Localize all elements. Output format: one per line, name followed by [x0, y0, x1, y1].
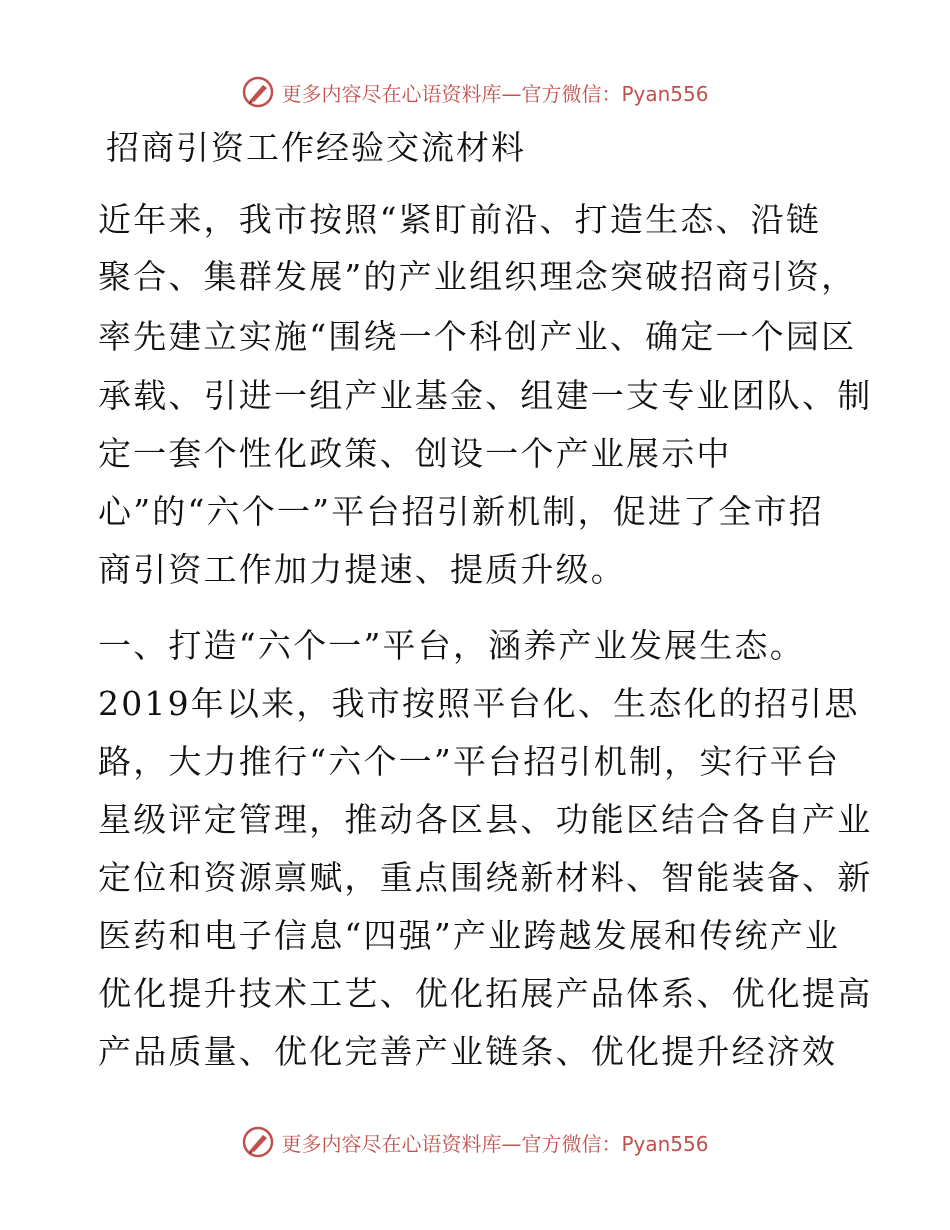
text-line: 路，大力推行“六个一”平台招引机制，实行平台	[98, 742, 841, 781]
watermark-text: 更多内容尽在心语资料库—官方微信：Pyan556	[281, 1131, 709, 1156]
text-line: 商引资工作加力提速、提质升级。	[98, 550, 626, 589]
pen-logo-icon	[241, 75, 275, 109]
text-line: 2019年以来，我市按照平台化、生态化的招引思	[98, 684, 860, 723]
text-line: 星级评定管理，推动各区县、功能区结合各自产业	[98, 800, 873, 839]
watermark-header	[0, 72, 950, 112]
text-line: 医药和电子信息“四强”产业跨越发展和传统产业	[98, 916, 841, 955]
text-line: 优化提升技术工艺、优化拓展产品体系、优化提高	[98, 974, 873, 1013]
text-line: 心”的“六个一”平台招引新机制，促进了全市招	[98, 492, 825, 531]
text-line: 定一套个性化政策、创设一个产业展示中	[98, 434, 732, 473]
text-line: 聚合、集群发展”的产业组织理念突破招商引资，	[98, 257, 857, 296]
text-line: 率先建立实施“围绕一个科创产业、确定一个园区	[98, 317, 857, 356]
document-title: 招商引资工作经验交流材料	[106, 128, 526, 167]
text-line: 近年来，我市按照“紧盯前沿、打造生态、沿链	[98, 200, 822, 239]
watermark-footer	[0, 1122, 950, 1162]
pen-logo-icon	[241, 1125, 275, 1159]
text-line: 产品质量、优化完善产业链条、优化提升经济效	[98, 1032, 838, 1071]
text-line: 一、打造“六个一”平台，涵养产业发展生态。	[98, 626, 805, 665]
text-line: 承载、引进一组产业基金、组建一支专业团队、制	[98, 376, 873, 415]
watermark-text: 更多内容尽在心语资料库—官方微信：Pyan556	[281, 81, 709, 106]
text-line: 定位和资源禀赋，重点围绕新材料、智能装备、新	[98, 858, 873, 897]
